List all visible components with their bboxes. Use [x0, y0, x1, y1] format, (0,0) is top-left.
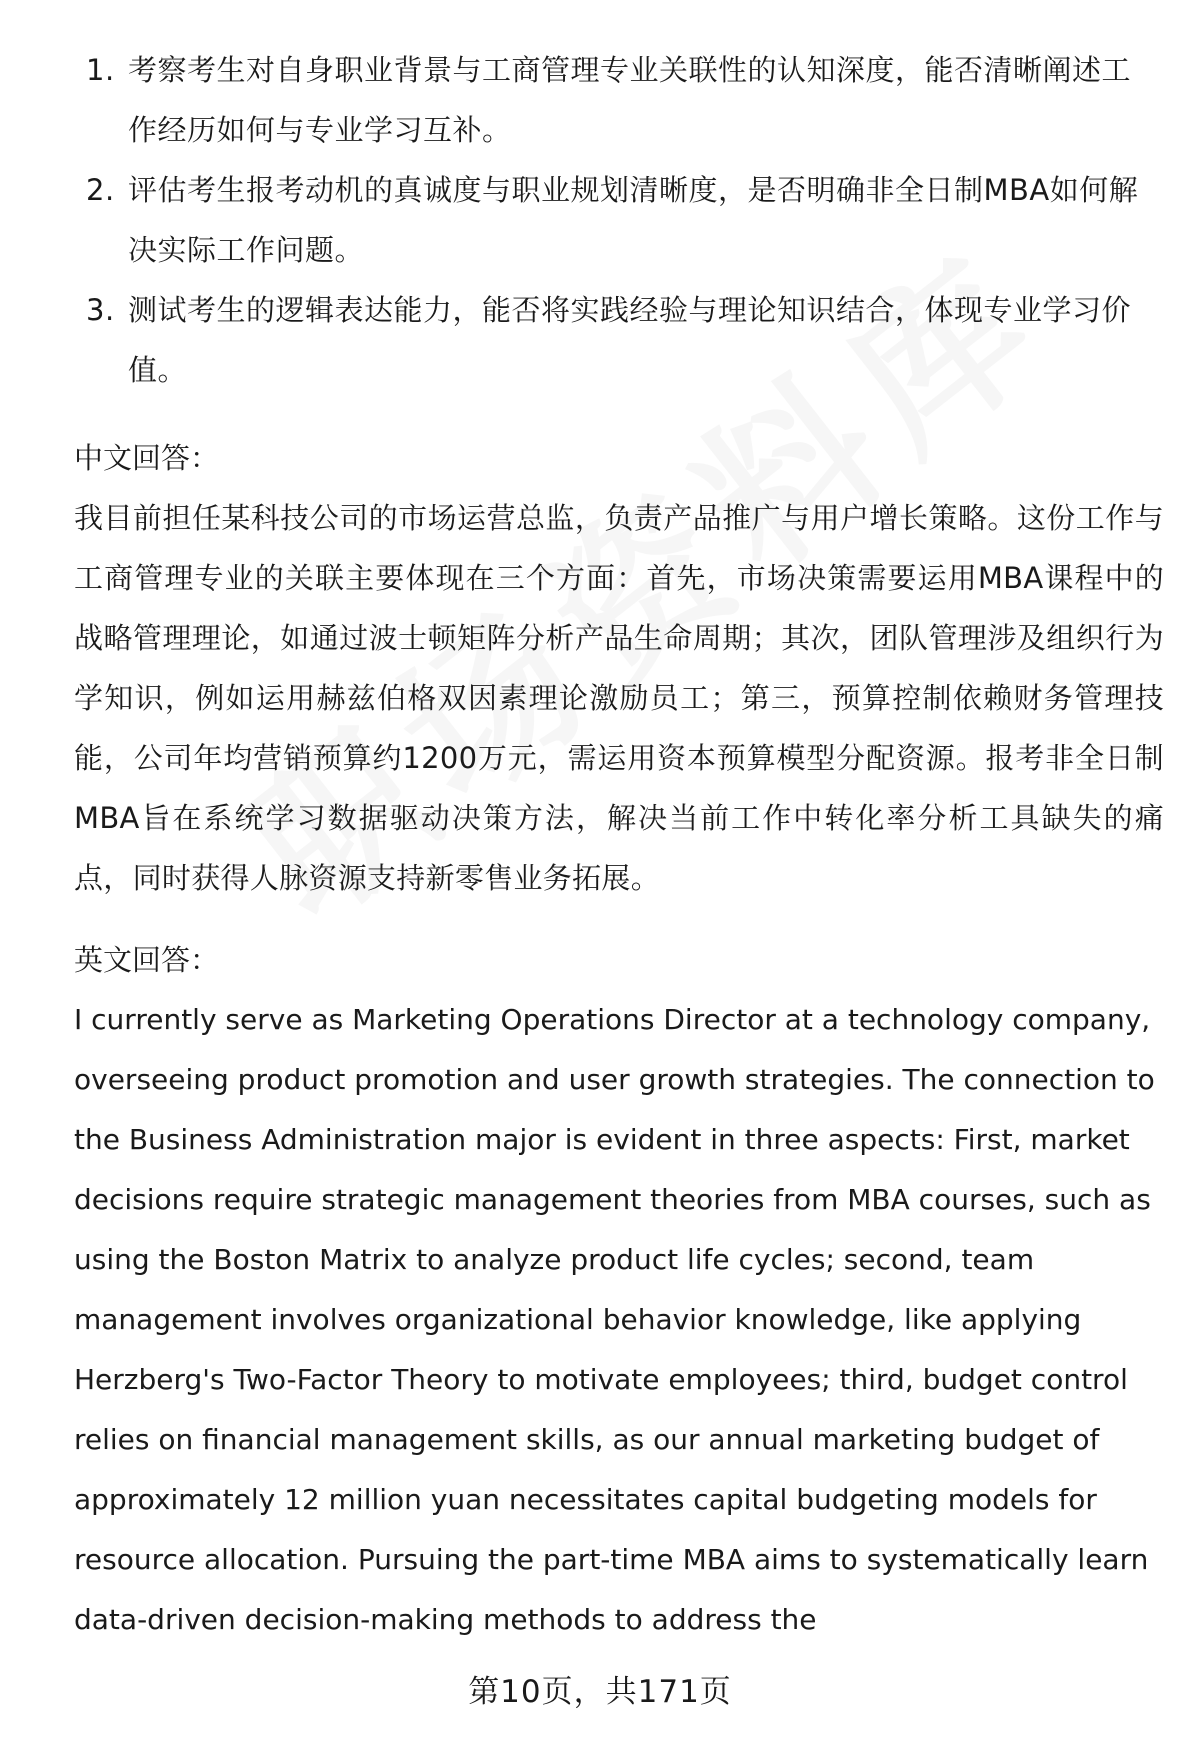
list-item-number: 1. [86, 53, 115, 87]
english-answer-label: 英文回答： [74, 943, 220, 977]
list-item-text: 评估考生报考动机的真诚度与职业规划清晰度，是否明确非全日制MBA如何解决实际工作问题。 [128, 173, 1139, 267]
list-item [74, 280, 1154, 400]
list-item-text: 测试考生的逻辑表达能力，能否将实践经验与理论知识结合，体现专业学习价值。 [128, 293, 1132, 387]
list-item-number: 2. [86, 173, 115, 207]
list-item-text: 考察考生对自身职业背景与工商管理专业关联性的认知深度，能否清晰阐述工作经历如何与专业学习互补。 [128, 53, 1132, 147]
list-item [74, 40, 1154, 160]
list-item-number: 3. [86, 293, 115, 327]
chinese-answer-label: 中文回答： [74, 441, 220, 475]
english-answer-text: I currently serve as Marketing Operations Director at a technology company, overseeing product promotion and user growth strategies. The connection to the Business Administration major is evident in three aspects: First, market decisions require strategic management theories from MBA courses, such as using the Boston Matrix to analyze product life cycles; second, team management involves organizational behavior knowledge, like applying Herzberg's Two-Factor Theory to motivate employees; third, budget control relies on financial management skills, as our annual marketing budget of approximately 12 million yuan necessitates capital budgeting models for resource allocation. Pursuing the part-time MBA aims to systematically learn data-driven decision-making methods to address the [74, 1003, 1155, 1636]
chinese-answer-text: 我目前担任某科技公司的市场运营总监，负责产品推广与用户增长策略。这份工作与工商管理专业的关联主要体现在三个方面：首先，市场决策需要运用MBA课程中的战略管理理论，如通过波士顿矩阵分析产品生命周期；其次，团队管理涉及组织行为学知识，例如运用赫兹伯格双因素理论激励员工；第三，预算控制依赖财务管理技能，公司年均营销预算约1200万元，需运用资本预算模型分配资源。报考非全日制MBA旨在系统学习数据驱动决策方法，解决当前工作中转化率分析工具缺失的痛点，同时获得人脉资源支持新零售业务拓展。 [74, 501, 1164, 895]
criteria-list [74, 40, 1154, 400]
list-item [74, 160, 1154, 280]
page-number-footer: 第10页，共171页 [468, 1674, 732, 1710]
